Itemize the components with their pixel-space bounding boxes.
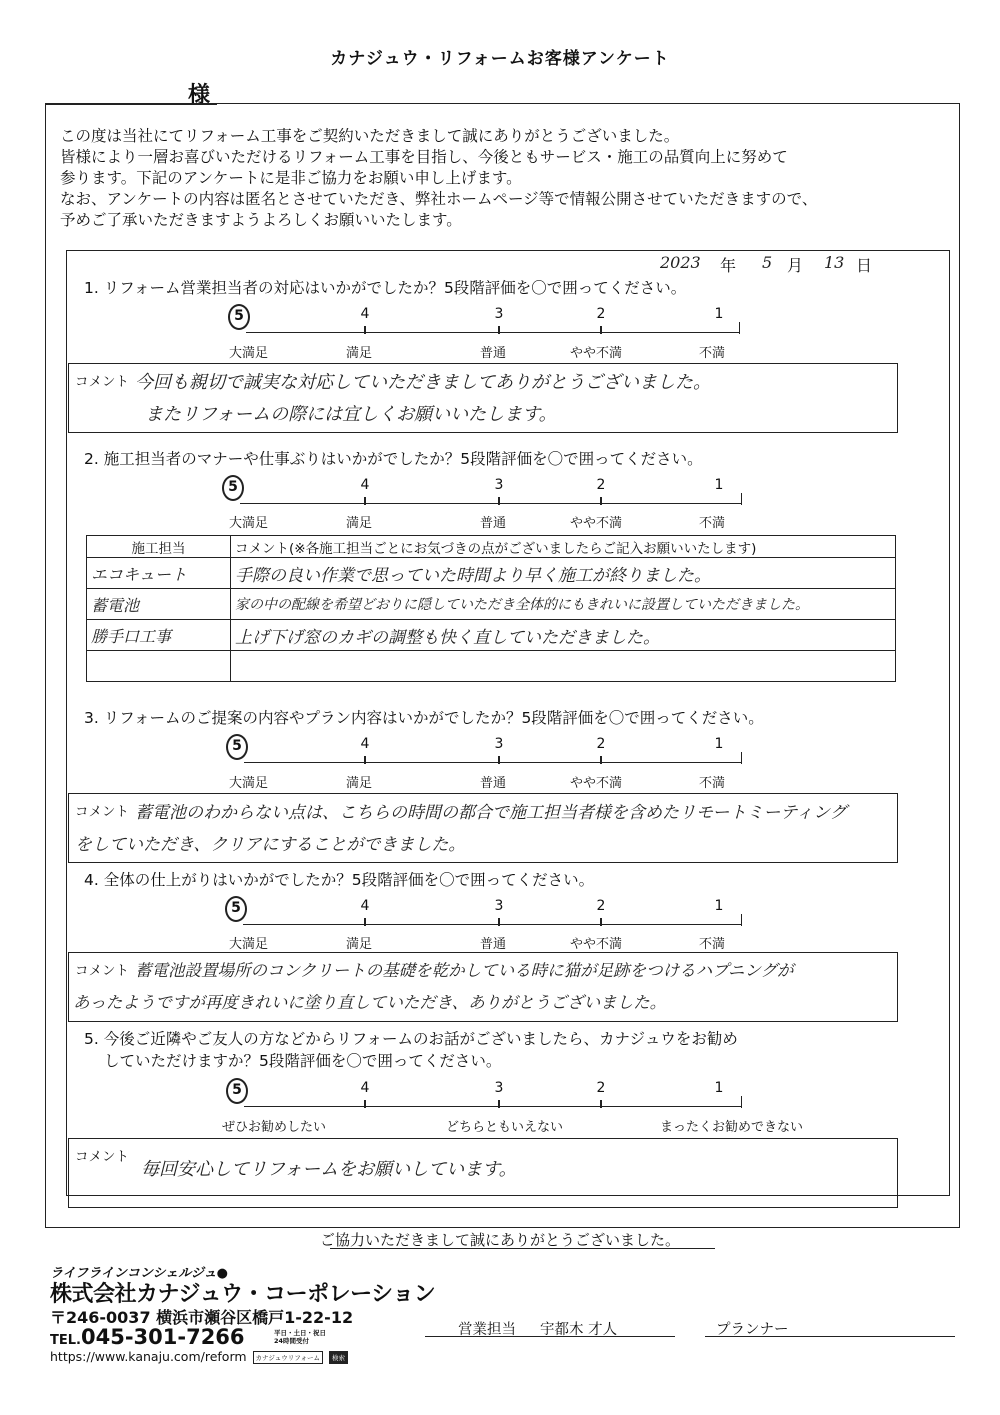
q5-question-line1: 5. 今後ご近隣やご友人の方などからリフォームのお話がございましたら、カナジュウをお勧め	[84, 1030, 738, 1048]
thanks-underline	[330, 1248, 715, 1249]
q5-question-line2: していただけますか？5段階評価を〇で囲ってください。	[104, 1052, 502, 1070]
scale-label: 満足	[346, 776, 373, 791]
scale-number: 3	[494, 306, 504, 322]
comment-cell: 家の中の配線を希望どおりに隠していただき全体的にもきれいに設置していただきました。	[231, 589, 896, 620]
scale-label: やや不満	[570, 776, 623, 791]
scale-label: 大満足	[229, 346, 269, 361]
q3-rating-scale	[226, 736, 742, 774]
scale-number: 2	[596, 477, 606, 493]
q5-selected-rating-circle: 5	[226, 1078, 248, 1104]
scale-number: 2	[596, 736, 606, 752]
q4-comment-box	[68, 952, 898, 1022]
url-text[interactable]: https://www.kanaju.com/reform	[50, 1349, 247, 1364]
sales-name: 宇都木 才人	[540, 1322, 618, 1338]
comment-cell	[231, 651, 896, 682]
intro-line: 皆様により一層お喜びいただけるリフォーム工事を目指し、今後ともサービス・施工の品質向上に努めて	[60, 148, 788, 166]
q4-question: 4. 全体の仕上がりはいかがでしたか？5段階評価を〇で囲ってください。	[84, 871, 595, 889]
date-day: 13	[824, 253, 845, 272]
scale-label: ぜひお勧めしたい	[222, 1120, 327, 1135]
scale-number: 1	[714, 306, 724, 322]
comment-cell: 上げ下げ窓のカギの調整も快く直していただきました。	[231, 620, 896, 651]
scale-number: 2	[596, 306, 606, 322]
scale-number: 3	[494, 898, 504, 914]
company-tagline: ライフラインコンシェルジュ●	[50, 1266, 229, 1281]
thanks-message: ご協力いただきまして誠にありがとうございました。	[319, 1231, 680, 1249]
q3-comment-line: 蓄電池のわからない点は、こちらの時間の都合で施工担当者様を含めたリモートミーティング	[135, 803, 847, 823]
table-row	[87, 558, 896, 589]
q1-comment-line: またリフォームの際には宜しくお願いいたします。	[145, 404, 557, 425]
scale-number: 3	[494, 477, 504, 493]
scale-number: 2	[596, 1080, 606, 1096]
sales-label: 営業担当	[458, 1322, 516, 1338]
intro-line: 参ります。下記のアンケートに是非ご協力をお願い申し上げます。	[60, 169, 522, 187]
comment-label: コメント	[75, 374, 129, 390]
scale-label: 普通	[480, 516, 507, 531]
comment-label: コメント	[75, 963, 129, 979]
company-name: 株式会社カナジュウ・コーポレーション	[50, 1282, 436, 1307]
scale-number: 2	[596, 898, 606, 914]
intro-line: この度は当社にてリフォーム工事をご契約いただきまして誠にありがとうございました。	[60, 127, 680, 145]
scale-label: 普通	[480, 776, 507, 791]
table-row	[87, 620, 896, 651]
comment-label: コメント	[75, 1149, 129, 1165]
scale-label: 不満	[699, 516, 726, 531]
date-month-label: 月	[787, 256, 804, 275]
intro-line: なお、アンケートの内容は匿名とさせていただき、弊社ホームページ等で情報公開させていただきますので、	[60, 190, 818, 208]
intro-line: 予めご了承いただきますようよろしくお願いいたします。	[60, 211, 462, 229]
hours-line: 24時間受付	[274, 1337, 310, 1345]
scale-number: 4	[360, 898, 370, 914]
q4-comment-line: あったようですが再度きれいに塗り直していただき、ありがとうございました。	[73, 993, 667, 1012]
staff-column-header: 施工担当	[87, 536, 231, 558]
hours-line: 平日・土日・祝日	[274, 1329, 326, 1337]
scale-number: 3	[494, 1080, 504, 1096]
date-month: 5	[762, 253, 773, 272]
search-keyword-badge: カナジュウリフォーム	[253, 1351, 323, 1364]
comment-column-header: コメント(※各施工担当ごとにお気づきの点がございましたらご記入お願いいたします)	[231, 536, 896, 558]
business-hours	[274, 1329, 326, 1345]
q2-rating-scale	[222, 477, 742, 515]
scale-label: 不満	[699, 346, 726, 361]
q1-selected-rating-circle: 5	[228, 304, 250, 330]
scale-label: まったくお勧めできない	[660, 1120, 804, 1135]
scale-number: 4	[360, 1080, 370, 1096]
scale-label: 大満足	[229, 516, 269, 531]
scale-number: 4	[360, 736, 370, 752]
comment-cell: 手際の良い作業で思っていた時間より早く施工が終りました。	[231, 558, 896, 589]
staff-comment-table	[86, 535, 896, 682]
scale-label: 満足	[346, 516, 373, 531]
q3-selected-rating-circle: 5	[226, 734, 248, 760]
q5-rating-scale	[226, 1080, 742, 1118]
sales-underline	[425, 1336, 675, 1337]
scale-number: 1	[714, 736, 724, 752]
q2-selected-rating-circle: 5	[222, 475, 244, 501]
scale-label: 大満足	[229, 937, 269, 952]
date-day-label: 日	[856, 256, 873, 275]
q1-comment-box	[68, 363, 898, 433]
company-address: 〒246-0037 横浜市瀬谷区橋戸1-22-12	[50, 1308, 354, 1327]
customer-suffix: 様	[188, 83, 211, 108]
scale-label: やや不満	[570, 346, 623, 361]
tel-prefix: TEL.	[50, 1333, 81, 1348]
scale-label: 不満	[699, 937, 726, 952]
scale-label: 普通	[480, 937, 507, 952]
staff-cell: 勝手口工事	[87, 620, 231, 651]
q3-comment-box	[68, 793, 898, 863]
scale-label: やや不満	[570, 516, 623, 531]
scale-label: やや不満	[570, 937, 623, 952]
planner-label: プランナー	[716, 1322, 789, 1338]
staff-cell: エコキュート	[87, 558, 231, 589]
search-badge: 検索	[329, 1351, 348, 1364]
scale-number: 1	[714, 477, 724, 493]
q4-selected-rating-circle: 5	[225, 896, 247, 922]
scale-number: 1	[714, 898, 724, 914]
q1-rating-scale	[228, 306, 740, 344]
q2-question: 2. 施工担当者のマナーや仕事ぶりはいかがでしたか？5段階評価を〇で囲ってください。	[84, 450, 703, 468]
tel-number: 045-301-7266	[80, 1325, 245, 1349]
staff-cell	[87, 651, 231, 682]
q5-comment-box	[68, 1138, 898, 1208]
scale-number: 4	[360, 477, 370, 493]
comment-label: コメント	[75, 804, 129, 820]
q1-comment-line: 今回も親切で誠実な対応していただきましてありがとうございました。	[135, 372, 711, 393]
scale-label: 満足	[346, 346, 373, 361]
planner-underline	[705, 1336, 955, 1337]
staff-cell: 蓄電池	[87, 589, 231, 620]
scale-number: 1	[714, 1080, 724, 1096]
page-title: カナジュウ・リフォームお客様アンケート	[330, 49, 670, 69]
company-phone	[50, 1325, 245, 1349]
q4-rating-scale	[225, 898, 742, 936]
q4-comment-line: 蓄電池設置場所のコンクリートの基礎を乾かしている時に猫が足跡をつけるハプニングが	[135, 961, 794, 980]
table-header-row	[87, 536, 896, 558]
table-row	[87, 589, 896, 620]
q1-question: 1. リフォーム営業担当者の対応はいかがでしたか？5段階評価を〇で囲ってください。	[84, 279, 687, 297]
date-year: 2023	[660, 253, 701, 272]
scale-label: 満足	[346, 937, 373, 952]
q5-comment-line: 毎回安心してリフォームをお願いしています。	[141, 1159, 517, 1180]
scale-label: 普通	[480, 346, 507, 361]
scale-number: 3	[494, 736, 504, 752]
table-row	[87, 651, 896, 682]
company-url	[50, 1349, 348, 1364]
scale-number: 4	[360, 306, 370, 322]
scale-label: どちらともいえない	[446, 1120, 564, 1135]
scale-label: 不満	[699, 776, 726, 791]
date-year-label: 年	[720, 256, 737, 275]
scale-label: 大満足	[229, 776, 269, 791]
q3-comment-line: をしていただき、クリアにすることができました。	[75, 835, 466, 855]
q3-question: 3. リフォームのご提案の内容やプラン内容はいかがでしたか？5段階評価を〇で囲ってください。	[84, 709, 764, 727]
intro-text	[60, 126, 940, 231]
